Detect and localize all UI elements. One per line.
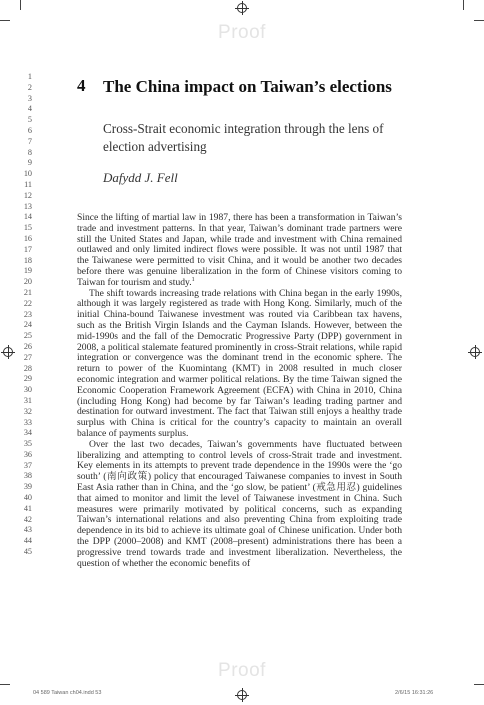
line-number: 26 (23, 341, 32, 351)
registration-mark-icon (237, 690, 247, 700)
line-number: 23 (23, 309, 32, 319)
footnote-marker[interactable]: 1 (191, 276, 195, 283)
line-number: 35 (23, 439, 32, 449)
registration-mark-icon (3, 347, 13, 357)
chapter-subtitle: Cross-Strait economic integration through the lens of election advertising (103, 121, 384, 154)
author-name: Dafydd J. Fell (103, 170, 178, 185)
crop-mark (0, 684, 10, 685)
line-number: 38 (23, 471, 32, 481)
crop-mark (20, 0, 21, 10)
body-text (77, 213, 402, 569)
line-number: 12 (23, 190, 32, 200)
line-number: 4 (27, 104, 32, 114)
registration-mark-icon (237, 3, 247, 13)
proof-watermark-bottom: Proof (218, 660, 266, 681)
chapter-number: 4 (77, 76, 86, 95)
line-number: 15 (23, 223, 32, 233)
line-number: 3 (27, 93, 32, 103)
line-number: 39 (23, 482, 32, 492)
paragraph: The shift towards increasing trade relations with China began in the early 1990s, although it was largely registered as trade with Hong Kong. Similarly, much of the initial China-bound Taiwanese investment was routed via Caribbean tax havens, such as the British Virgin Islands and the Cayman Islands. However, between the mid-1990s and the fall of the Democratic Progressive Party (DPP) government in 2008, a political stalemate featured prominently in cross-Strait relations, while rapid integration or convergence was the dominant trend in the economic sphere. The return to power of the Kuomintang (KMT) in 2008 resulted in much closer economic integration and warmer political relations. By the time Taiwan signed the Economic Cooperation Framework Agreement (ECFA) with China in 2010, China (including Hong Kong) had become by far Taiwan’s leading trading partner and destination for outward investment. The fact that Taiwan still enjoys a healthy trade surplus with China is critical for the country’s capacity to maintain an overall balance of payments surplus. (77, 287, 402, 439)
line-number: 29 (23, 374, 32, 384)
line-number: 17 (23, 244, 32, 254)
line-number: 45 (23, 547, 32, 557)
crop-mark (0, 20, 10, 21)
line-number: 28 (23, 363, 32, 373)
line-number: 30 (23, 385, 32, 395)
line-number: 37 (23, 460, 32, 470)
line-number: 20 (23, 277, 32, 287)
line-number: 1 (27, 72, 32, 81)
line-number: 13 (23, 201, 32, 211)
line-number: 36 (23, 449, 32, 459)
registration-mark-icon (470, 347, 480, 357)
line-number: 8 (27, 147, 32, 157)
line-number: 10 (23, 169, 32, 179)
line-number: 43 (23, 525, 32, 535)
line-number: 33 (23, 417, 32, 427)
line-number: 44 (23, 536, 32, 546)
line-number: 34 (23, 428, 32, 438)
line-number: 21 (23, 287, 32, 297)
line-number: 32 (23, 406, 32, 416)
line-number: 27 (23, 352, 32, 362)
line-number: 2 (27, 82, 32, 92)
line-number: 11 (24, 179, 32, 189)
line-number: 16 (23, 233, 32, 243)
line-number: 19 (23, 266, 32, 276)
footer-timestamp: 2/6/15 16:31:26 (395, 690, 434, 696)
footer-filename: 04 589 Taiwan ch04.indd 53 (33, 690, 102, 696)
proof-watermark-top: Proof (218, 22, 266, 43)
crop-mark (474, 684, 484, 685)
line-number: 24 (23, 320, 32, 330)
line-number: 25 (23, 331, 32, 341)
line-number: 6 (27, 125, 32, 135)
line-number: 22 (23, 298, 32, 308)
line-number: 14 (23, 212, 32, 222)
paragraph: Since the lifting of martial law in 1987, there has been a transformation in Taiwan’s trade and investment patterns. In that year, Taiwan’s dominant trade partners were still the United States and Japan, while trade and investment with China remained outlawed and only limited indirect flows were possible. It was not until 1987 that the Taiwanese were permitted to visit China, and it would be another two decades before there was genuine liberalization in the form of Chinese visitors coming to Taiwan for tourism and study.$^1$ (77, 212, 402, 288)
chapter-title: The China impact on Taiwan’s elections (103, 77, 392, 96)
line-number: 42 (23, 514, 32, 524)
crop-mark (463, 0, 464, 10)
line-number: 41 (23, 503, 32, 513)
line-number: 9 (27, 158, 32, 168)
line-number: 5 (27, 115, 32, 125)
line-number: 40 (23, 493, 32, 503)
line-number: 31 (23, 395, 32, 405)
crop-mark (474, 20, 484, 21)
paragraph: Over the last two decades, Taiwan’s governments have fluctuated between liberalizing and attempting to control levels of cross-Strait trade and investment. Key elements in its attempts to prevent trade dependence in the 1990s were the ‘go south’ (南向政策) policy that encouraged Taiwanese companies to invest in South East Asia rather than in China, and the ‘go slow, be patient’ (戒急用忍) guidelines that aimed to monitor and limit the level of Taiwanese investment in China. Such measures were primarily motivated by political concerns, such as expanding Taiwan’s international relations and also preventing China from exploiting trade dependence in its bid to achieve its ultimate goal of Chinese unification. Under both the DPP (2000–2008) and KMT (2008–present) administrations there has been a progressive trend towards trade and investment liberalization. Nevertheless, the question of whether the economic benefits of (77, 438, 402, 569)
line-number: 18 (23, 255, 32, 265)
line-number: 7 (27, 136, 32, 146)
line-numbers (18, 72, 32, 558)
